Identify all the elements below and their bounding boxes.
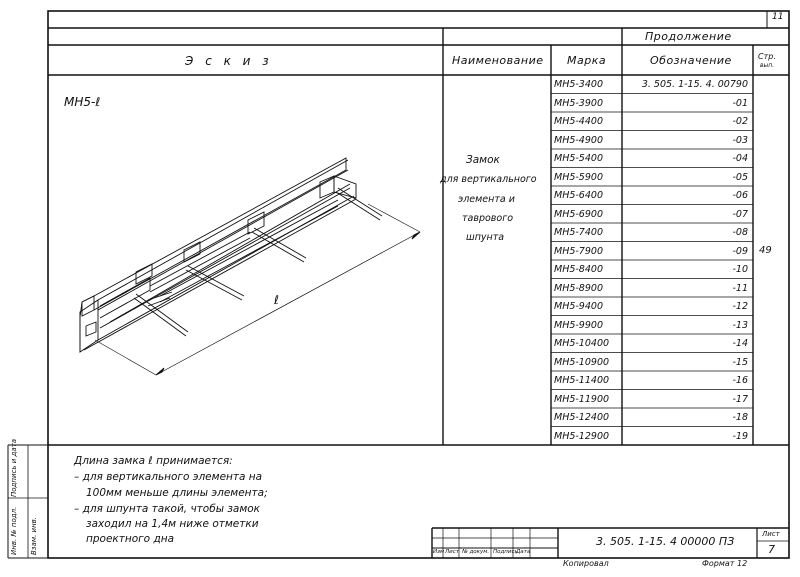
row-mark: МН5-4400 <box>554 116 603 127</box>
row-mark: МН5-12400 <box>554 412 610 423</box>
row-mark: МН5-6900 <box>554 208 603 220</box>
item-name-line: Замок <box>466 154 500 166</box>
row-mark: МН5-10900 <box>554 356 610 368</box>
row-designation: -03 <box>732 134 748 146</box>
sketch-column-header: Э с к и з <box>185 54 273 68</box>
document-code: 3. 505. 1-15. 4 00000 ПЗ <box>596 535 735 548</box>
row-mark: МН5-7900 <box>554 245 603 257</box>
row-mark: МН5-5900 <box>554 171 603 183</box>
row-designation: -19 <box>732 430 748 442</box>
lock-sketch <box>80 158 420 375</box>
row-designation: -07 <box>732 208 748 220</box>
row-mark: МН5-11900 <box>554 393 610 405</box>
row-mark: МН5-9400 <box>554 301 603 312</box>
row-designation: -13 <box>732 319 748 331</box>
page-reference: 49 <box>759 245 772 256</box>
note-line: проектного дна <box>86 533 174 545</box>
row-mark: МН5-3900 <box>554 97 603 109</box>
row-designation: -06 <box>732 190 748 201</box>
dimension-label: ℓ <box>274 293 279 307</box>
row-mark: МН5-6400 <box>554 190 603 201</box>
row-designation: -10 <box>732 264 748 275</box>
item-name-line: для вертикального <box>440 174 537 185</box>
row-designation: -15 <box>732 356 748 368</box>
stamp-label: № докум. <box>462 549 490 555</box>
row-designation: -16 <box>732 375 748 386</box>
row-mark: МН5-8400 <box>554 264 603 275</box>
row-designation: -08 <box>732 227 748 238</box>
row-mark: МН5-10400 <box>554 338 610 349</box>
row-designation: -14 <box>732 338 748 349</box>
row-designation: -04 <box>732 153 748 164</box>
designation-column-header: Обозначение <box>650 54 732 67</box>
row-mark: МН5-5400 <box>554 153 603 164</box>
continuation-label: Продолжение <box>645 30 732 43</box>
note-line: – для вертикального элемента на <box>74 471 263 483</box>
item-name-line: таврового <box>462 213 514 224</box>
note-line: – для шпунта такой, чтобы замок <box>74 503 261 515</box>
stamp-label: Подпись <box>493 549 518 555</box>
row-mark: МН5-4900 <box>554 134 603 146</box>
item-name-line: элемента и <box>458 194 515 205</box>
row-designation: -05 <box>732 171 748 183</box>
stamp-label: Дата <box>516 549 531 555</box>
note-line: заходил на 1,4м ниже отметки <box>86 518 259 530</box>
row-designation: 3. 505. 1-15. 4. 00790 <box>641 79 748 90</box>
sheet-label: Лист <box>762 530 780 538</box>
page-column-subheader: вып. <box>760 62 775 69</box>
row-mark: МН5-7400 <box>554 227 603 238</box>
item-name-line: шпунта <box>466 232 505 243</box>
name-column-header: Наименование <box>452 54 544 67</box>
row-mark: МН5-11400 <box>554 375 610 386</box>
row-designation: -17 <box>732 393 748 405</box>
sheet-number: 7 <box>768 543 775 556</box>
row-designation: -09 <box>732 245 748 257</box>
format-label: Формат 12 <box>702 559 748 568</box>
row-designation: -18 <box>732 412 748 423</box>
row-designation: -01 <box>732 97 748 109</box>
side-label-signature: Подпись и дата <box>10 439 18 497</box>
row-mark: МН5-12900 <box>554 430 610 442</box>
stamp-label: Лист <box>445 549 459 555</box>
copied-label: Копировал <box>563 559 609 568</box>
side-label-inventory: Инв. № подл. <box>10 506 18 555</box>
row-mark: МН5-3400 <box>554 79 603 90</box>
side-label-replacement: Взам. инв. <box>30 516 38 555</box>
row-designation: -02 <box>732 116 748 127</box>
note-line: 100мм меньше длины элемента; <box>86 487 268 499</box>
note-line: Длина замка ℓ принимается: <box>74 455 233 467</box>
row-mark: МН5-8900 <box>554 282 603 294</box>
row-designation: -11 <box>732 282 748 294</box>
sketch-label: МН5-ℓ <box>64 95 101 109</box>
row-mark: МН5-9900 <box>554 319 603 331</box>
page-number: 11 <box>772 12 784 22</box>
stamp-label: Изм <box>433 549 445 555</box>
row-designation: -12 <box>732 301 748 312</box>
page-column-header: Стр. <box>758 52 776 61</box>
mark-column-header: Марка <box>567 54 607 67</box>
